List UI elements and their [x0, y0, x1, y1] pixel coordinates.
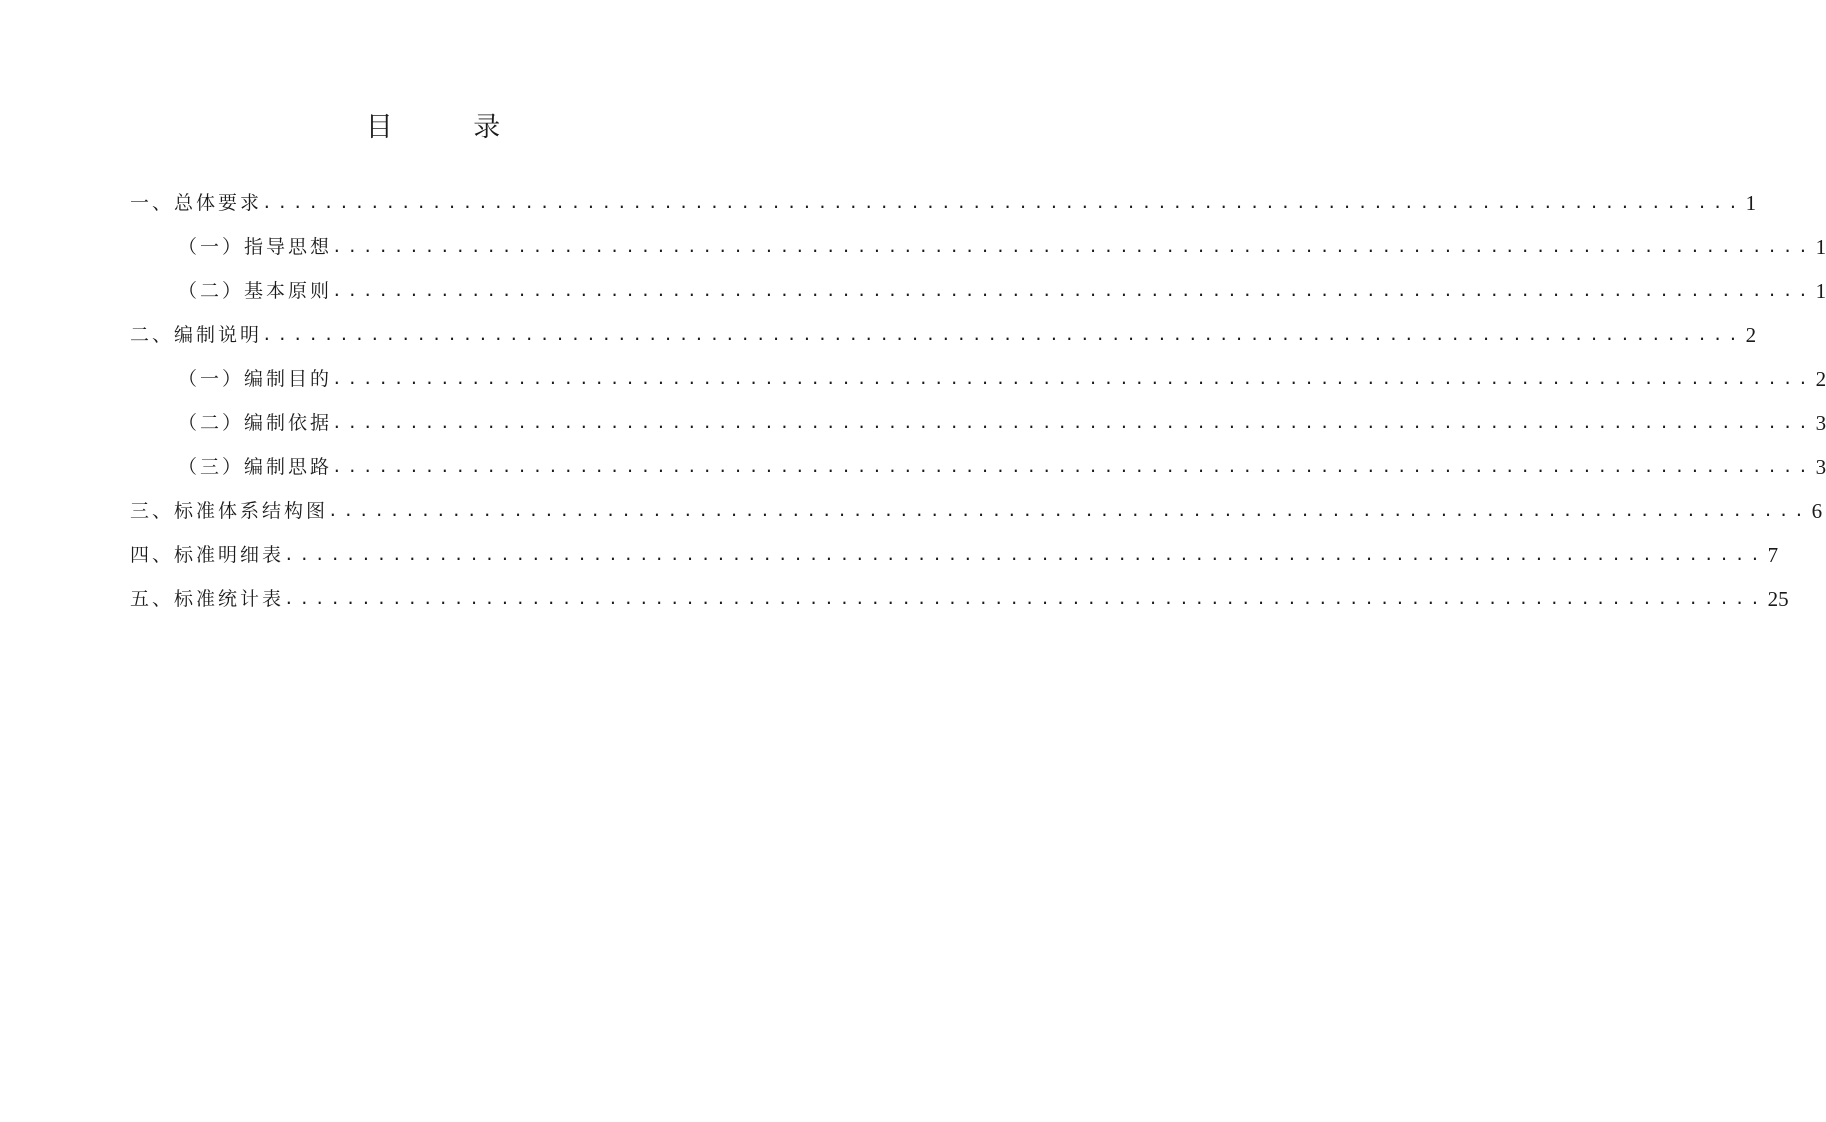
toc-entry-label: 一、总体要求: [130, 192, 263, 214]
toc-entry[interactable]: [130, 540, 1779, 570]
toc-entry-page: 1: [1815, 279, 1826, 303]
toc-entry-page: 2: [1815, 367, 1826, 391]
toc-entry-page: 2: [1745, 323, 1757, 347]
toc-entry-page: 25: [1767, 587, 1789, 611]
toc-entry-label: 二、编制说明: [130, 324, 263, 346]
toc-entry-label: （二）编制依据: [178, 412, 333, 434]
toc-dot-leader: ................................................................................................: [332, 413, 1814, 432]
toc-entry-label: （二）基本原则: [178, 280, 333, 302]
toc-dot-leader: ................................................................................................: [262, 193, 1744, 212]
toc-entry[interactable]: [178, 408, 1826, 438]
toc-entry-label: 四、标准明细表: [130, 544, 285, 566]
toc-entry-label: 五、标准统计表: [130, 588, 285, 610]
toc-entry[interactable]: [178, 452, 1826, 482]
toc-entry[interactable]: [130, 188, 1757, 218]
toc-title: 目 录: [365, 112, 537, 143]
toc-entry[interactable]: [130, 320, 1757, 350]
toc-dot-leader: ................................................................................................: [262, 325, 1744, 344]
toc-entry-page: 6: [1811, 499, 1823, 523]
toc-entry[interactable]: [130, 584, 1789, 614]
toc-dot-leader: ................................................................................................: [332, 237, 1814, 256]
toc-entry-label: （一）编制目的: [178, 368, 333, 390]
toc-entry-label: （三）编制思路: [178, 456, 333, 478]
toc-entry-page: 1: [1745, 191, 1757, 215]
toc-dot-leader: ................................................................................................: [284, 589, 1766, 608]
toc-entry-page: 1: [1815, 235, 1826, 259]
toc-entry-page: 7: [1767, 543, 1779, 567]
toc-entry[interactable]: [178, 364, 1826, 394]
toc-entry-label: （一）指导思想: [178, 236, 333, 258]
toc-dot-leader: ................................................................................................: [332, 369, 1814, 388]
toc-dot-leader: ................................................................................................: [332, 281, 1814, 300]
toc-dot-leader: ................................................................................................: [328, 501, 1810, 520]
toc-entry-label: 三、标准体系结构图: [130, 500, 329, 522]
toc-entry[interactable]: [178, 232, 1826, 262]
toc-entry[interactable]: [130, 496, 1823, 526]
toc-entry[interactable]: [178, 276, 1826, 306]
toc-dot-leader: ................................................................................................: [284, 545, 1766, 564]
toc-entry-page: 3: [1815, 411, 1826, 435]
toc-entry-page: 3: [1815, 455, 1826, 479]
toc-dot-leader: ................................................................................................: [332, 457, 1814, 476]
